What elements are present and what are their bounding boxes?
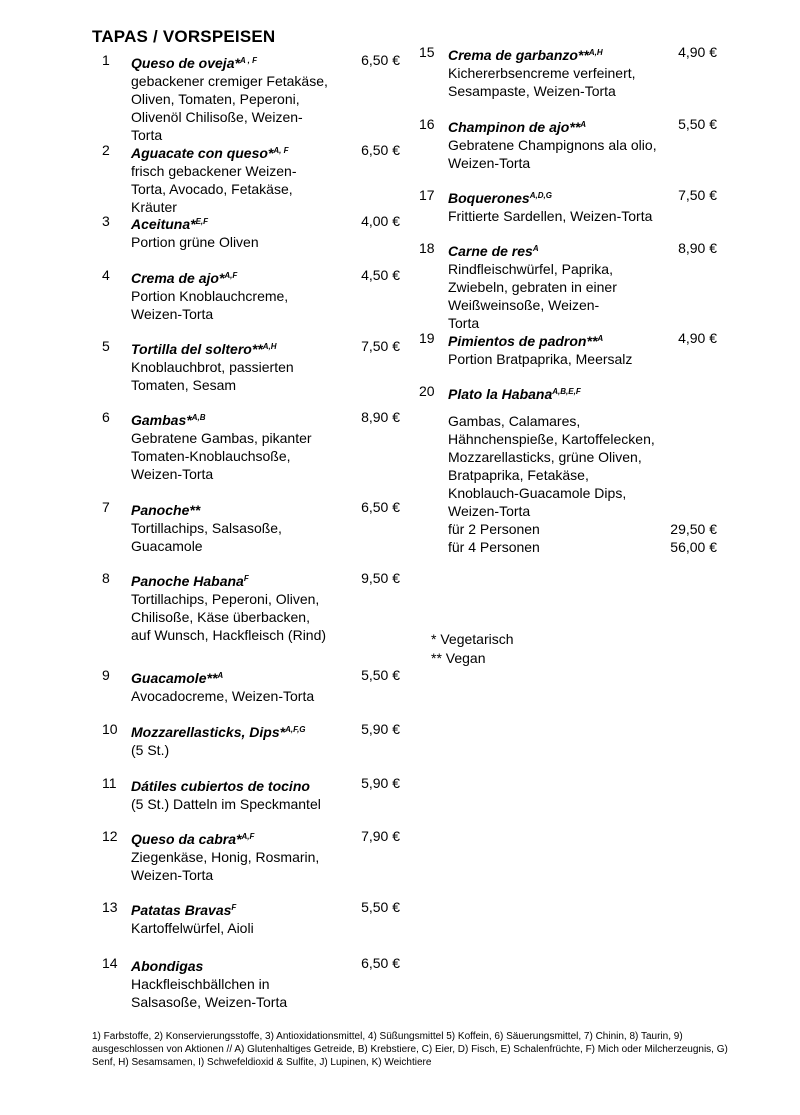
item-name: Panoche** — [131, 502, 201, 518]
item-description: frisch gebackener Weizen-Torta, Avocado, Fetakäse, Kräuter — [131, 163, 297, 215]
item-description: Gebratene Champignons ala olio, Weizen-Torta — [448, 137, 657, 171]
allergen-codes: A,F — [241, 832, 255, 841]
option-price: 29,50 € — [670, 521, 717, 537]
item-description: Frittierte Sardellen, Weizen-Torta — [448, 208, 653, 224]
allergen-codes: E,F — [195, 217, 209, 226]
item-name: Guacamole**$^A$ — [131, 670, 224, 686]
right-column — [419, 44, 717, 556]
item-price: 5,50 € — [361, 667, 400, 683]
menu-item-8 — [102, 570, 402, 667]
allergen-codes: F — [243, 574, 249, 583]
menu-item-12 — [102, 828, 402, 899]
item-description: Portion grüne Oliven — [131, 234, 259, 250]
item-price: 9,50 € — [361, 570, 400, 586]
item-number: 9 — [102, 667, 110, 683]
item-description: gebackener cremiger Fetakäse, Oliven, Tomaten, Peperoni, Olivenöl Chilisoße, Weizen-Torta — [131, 73, 328, 143]
option-label: für 2 Personen — [448, 521, 540, 537]
item-number: 6 — [102, 409, 110, 425]
item-description: Portion Bratpaprika, Meersalz — [448, 351, 633, 367]
item-description: Gambas, Calamares, Hähnchenspieße, Kartoffelecken, Mozzarellasticks, grüne Oliven, Bratpaprika, Fetakäse, Knoblauch-Guacamole Dips, Weizen-Torta — [448, 413, 655, 519]
legend-vegetarian: * Vegetarisch — [431, 631, 514, 647]
platter-option-4 — [448, 538, 717, 556]
left-column — [102, 52, 402, 1015]
option-label: für 4 Personen — [448, 539, 540, 555]
menu-item-7 — [102, 499, 402, 570]
menu-item-20-platter — [419, 383, 717, 556]
menu-item-2 — [102, 142, 402, 213]
allergen-codes: A,F,G — [285, 725, 306, 734]
item-price: 4,00 € — [361, 213, 400, 229]
allergen-codes: A,B — [191, 413, 206, 422]
menu-item-14 — [102, 955, 402, 1015]
allergen-codes: A — [580, 120, 587, 129]
item-number: 14 — [102, 955, 118, 971]
item-number: 19 — [419, 330, 435, 346]
item-price: 7,50 € — [361, 338, 400, 354]
item-price: 4,90 € — [678, 330, 717, 346]
item-name: Abondigas — [131, 958, 204, 974]
platter-option-2 — [448, 520, 717, 538]
item-description: Hackfleischbällchen in Salsasoße, Weizen-Torta — [131, 976, 288, 1010]
item-price: 4,90 € — [678, 44, 717, 60]
item-price: 5,50 € — [678, 116, 717, 132]
menu-item-16 — [419, 116, 717, 187]
item-number: 20 — [419, 383, 435, 399]
allergen-codes: A — [597, 334, 604, 343]
menu-item-4 — [102, 267, 402, 338]
item-description: (5 St.) Datteln im Speckmantel — [131, 796, 321, 812]
item-name: Pimientos de padron**$^A$ — [448, 333, 604, 349]
item-name: Crema de garbanzo**$^{A,H}$ — [448, 47, 603, 63]
item-name: Dátiles cubiertos de tocino — [131, 778, 310, 794]
item-description: Avocadocreme, Weizen-Torta — [131, 688, 315, 704]
allergen-codes: A — [532, 244, 539, 253]
item-number: 2 — [102, 142, 110, 158]
item-number: 11 — [102, 775, 117, 791]
item-description: Kartoffelwürfel, Aioli — [131, 920, 254, 936]
item-description: Knoblauchbrot, passierten Tomaten, Sesam — [131, 359, 294, 393]
item-description: (5 St.) — [131, 742, 170, 758]
menu-item-13 — [102, 899, 402, 955]
item-name: Aceituna*$^{E,F}$ — [131, 216, 209, 232]
item-number: 8 — [102, 570, 110, 586]
allergen-codes: A — [217, 671, 224, 680]
item-price: 6,50 € — [361, 142, 400, 158]
allergen-codes: A, F — [273, 146, 289, 155]
item-price: 7,50 € — [678, 187, 717, 203]
item-description: Portion Knoblauchcreme, Weizen-Torta — [131, 288, 289, 322]
item-number: 18 — [419, 240, 435, 256]
item-number: 4 — [102, 267, 110, 283]
item-name: Patatas Bravas$^F$ — [131, 902, 237, 918]
item-number: 10 — [102, 721, 118, 737]
item-number: 15 — [419, 44, 435, 60]
item-price: 5,90 € — [361, 721, 400, 737]
item-number: 7 — [102, 499, 110, 515]
option-price: 56,00 € — [670, 539, 717, 555]
item-price: 4,50 € — [361, 267, 400, 283]
item-number: 3 — [102, 213, 110, 229]
menu-item-9 — [102, 667, 402, 721]
item-name: Boquerones$^{A,D,G}$ — [448, 190, 552, 206]
item-description: Ziegenkäse, Honig, Rosmarin, Weizen-Torta — [131, 849, 320, 883]
allergen-footnote: 1) Farbstoffe, 2) Konservierungsstoffe, 3) Antioxidationsmittel, 4) Süßungsmittel 5) Koffein, 6) Säuerungsmittel, 7) Chinin, 8) Taurin, 9) ausgeschlossen von Aktionen // A) Glutenhaltiges Getreide, B) Krebstiere, C) Eier, D) Fisch, E) Schalenfrüchte, F) Mich oder Milcherzeugnis, G) Senf, H) Sesamsamen, I) Schwefeldioxid & Sulfite, J) Lupinen, K) Weichtiere — [92, 1031, 728, 1068]
diet-legend — [431, 630, 514, 668]
item-name: Tortilla del soltero**$^{A,H}$ — [131, 341, 277, 357]
item-description: Tortillachips, Peperoni, Oliven, Chilisoße, Käse überbacken, auf Wunsch, Hackfleisch (Rind) — [131, 591, 327, 643]
item-description: Gebratene Gambas, pikanter Tomaten-Knoblauchsoße, Weizen-Torta — [131, 430, 312, 482]
item-price: 7,90 € — [361, 828, 400, 844]
item-name: Gambas*$^{A,B}$ — [131, 412, 206, 428]
menu-item-6 — [102, 409, 402, 499]
item-price: 8,90 € — [361, 409, 400, 425]
item-name: Aguacate con queso*$^{A, F}$ — [131, 145, 289, 161]
allergen-codes: A,F — [224, 271, 238, 280]
menu-item-17 — [419, 187, 717, 240]
allergen-codes: A,H — [262, 342, 277, 351]
item-price: 5,90 € — [361, 775, 400, 791]
item-name: Carne de res$^A$ — [448, 243, 539, 259]
item-name: Queso de oveja*$^{A , F}$ — [131, 55, 257, 71]
allergen-codes: A,H — [588, 48, 603, 57]
item-number: 13 — [102, 899, 118, 915]
item-number: 1 — [102, 52, 110, 68]
allergen-codes: A,B,E,F — [552, 387, 581, 396]
item-price: 6,50 € — [361, 52, 400, 68]
item-number: 17 — [419, 187, 435, 203]
item-description: Tortillachips, Salsasoße, Guacamole — [131, 520, 282, 554]
menu-item-3 — [102, 213, 402, 267]
menu-item-15 — [419, 44, 717, 116]
allergen-codes: A , F — [239, 56, 257, 65]
item-price: 6,50 € — [361, 955, 400, 971]
menu-item-19 — [419, 330, 717, 383]
item-name: Champinon de ajo**$^A$ — [448, 119, 587, 135]
item-name: Crema de ajo*$^{A,F}$ — [131, 270, 238, 286]
item-description: Rindfleischwürfel, Paprika, Zwiebeln, gebraten in einer Weißweinsoße, Weizen-Torta — [448, 261, 617, 331]
item-price: 5,50 € — [361, 899, 400, 915]
menu-title: TAPAS / VORSPEISEN — [92, 27, 276, 46]
item-number: 12 — [102, 828, 118, 844]
item-price: 8,90 € — [678, 240, 717, 256]
allergen-codes: A,D,G — [529, 191, 552, 200]
item-name: Mozzarellasticks, Dips*$^{A,F,G}$ — [131, 724, 306, 740]
menu-item-10 — [102, 721, 402, 775]
menu-item-1 — [102, 52, 402, 142]
item-number: 16 — [419, 116, 435, 132]
menu-item-11 — [102, 775, 402, 828]
item-number: 5 — [102, 338, 110, 354]
item-price: 6,50 € — [361, 499, 400, 515]
item-name: Panoche Habana$^F$ — [131, 573, 249, 589]
legend-vegan: ** Vegan — [431, 650, 486, 666]
item-name: Queso da cabra*$^{A,F}$ — [131, 831, 255, 847]
item-name: Plato la Habana$^{A,B,E,F}$ — [448, 386, 581, 402]
menu-item-18 — [419, 240, 717, 330]
allergen-codes: F — [231, 903, 237, 912]
item-description: Kichererbsencreme verfeinert, Sesampaste, Weizen-Torta — [448, 65, 636, 99]
menu-item-5 — [102, 338, 402, 409]
